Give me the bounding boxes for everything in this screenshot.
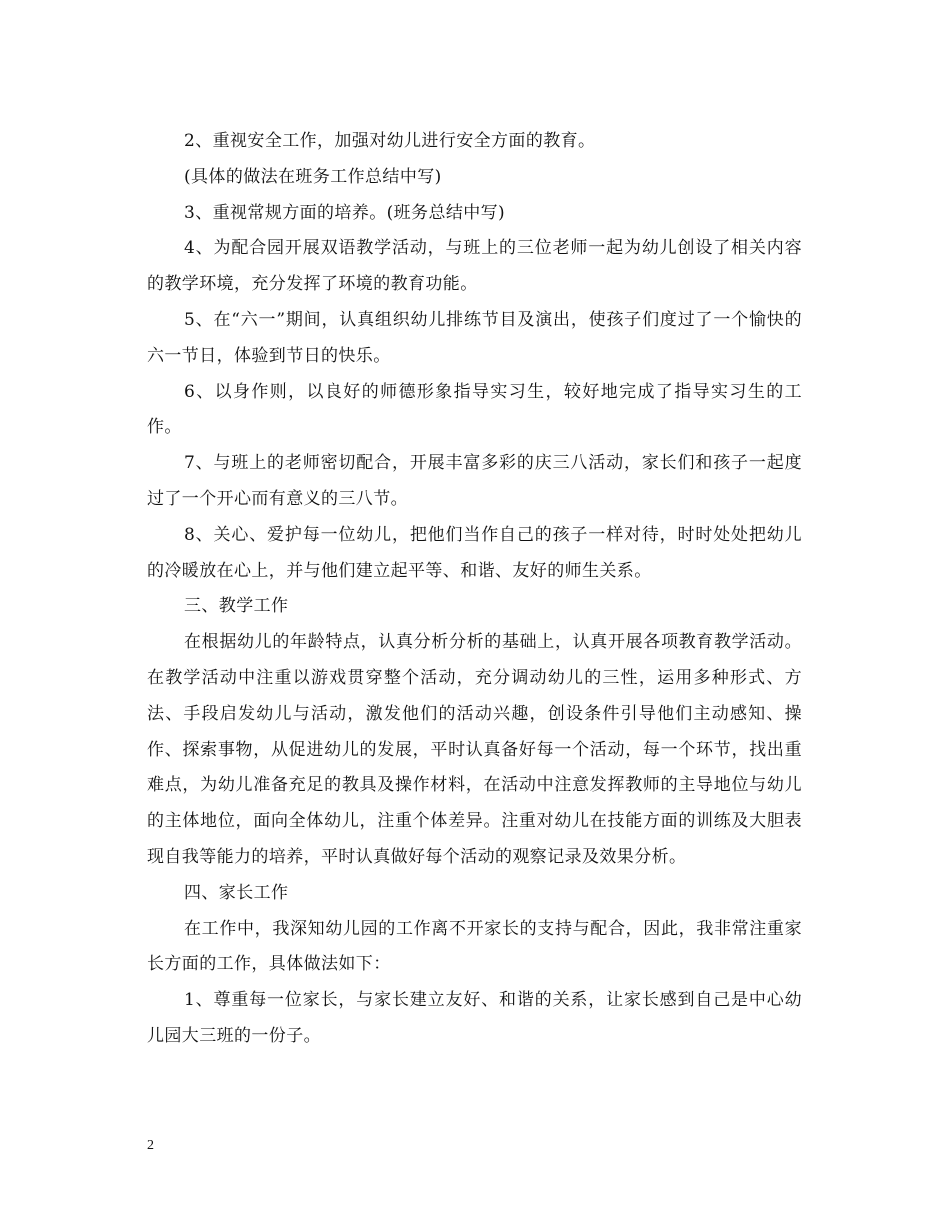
page-number: 2	[147, 1138, 154, 1153]
paragraph-womens-day: 7、与班上的老师密切配合，开展丰富多彩的庆三八活动，家长们和孩子一起度过了一个开心而有意义的三八节。	[147, 453, 802, 509]
paragraph-safety-note: (具体的做法在班务工作总结中写)	[184, 166, 442, 187]
paragraph-teaching-work: 在根据幼儿的年龄特点，认真分析分析的基础上，认真开展各项教育教学活动。在教学活动中注重以游戏贯穿整个活动，充分调动幼儿的三性，运用多种形式、方法、手段启发幼儿与活动，激发他们的活动兴趣，创设条件引导他们主动感知、操作、探索事物，从促进幼儿的发展，平时认真备好每一个活动，每一个环节，找出重难点，为幼儿准备充足的教具及操作材料，在活动中注意发挥教师的主导地位与幼儿的主体地位，面向全体幼儿，注重个体差异。注重对幼儿在技能方面的训练及大胆表现自我等能力的培养，平时认真做好每个活动的观察记录及效果分析。	[147, 632, 802, 867]
paragraph-intern-guidance: 6、以身作则，以良好的师德形象指导实习生，较好地完成了指导实习生的工作。	[147, 381, 802, 438]
paragraph-care-children: 8、关心、爱护每一位幼儿，把他们当作自己的孩子一样对待，时时处处把幼儿的冷暖放在心上，并与他们建立起平等、和谐、友好的师生关系。	[147, 524, 802, 581]
paragraph-bilingual-environment: 4、为配合园开展双语教学活动，与班上的三位老师一起为幼儿创设了相关内容的教学环境，充分发挥了环境的教育功能。	[147, 238, 802, 295]
paragraph-routine-training: 3、重视常规方面的培养。(班务总结中写)	[184, 202, 506, 223]
document-body	[147, 124, 802, 1055]
paragraph-safety-work: 2、重视安全工作，加强对幼儿进行安全方面的教育。	[184, 131, 596, 151]
paragraph-respect-parents: 1、尊重每一位家长，与家长建立友好、和谐的关系，让家长感到自己是中心幼儿园大三班的一份子。	[147, 990, 802, 1046]
section-heading-teaching: 三、教学工作	[184, 596, 289, 617]
paragraph-childrens-day: 5、在“六一”期间，认真组织幼儿排练节目及演出，使孩子们度过了一个愉快的六一节日，体验到节日的快乐。	[147, 309, 802, 366]
paragraph-parents-intro: 在工作中，我深知幼儿园的工作离不开家长的支持与配合，因此，我非常注重家长方面的工作，具体做法如下：	[147, 918, 802, 975]
section-heading-parents: 四、家长工作	[184, 882, 289, 903]
